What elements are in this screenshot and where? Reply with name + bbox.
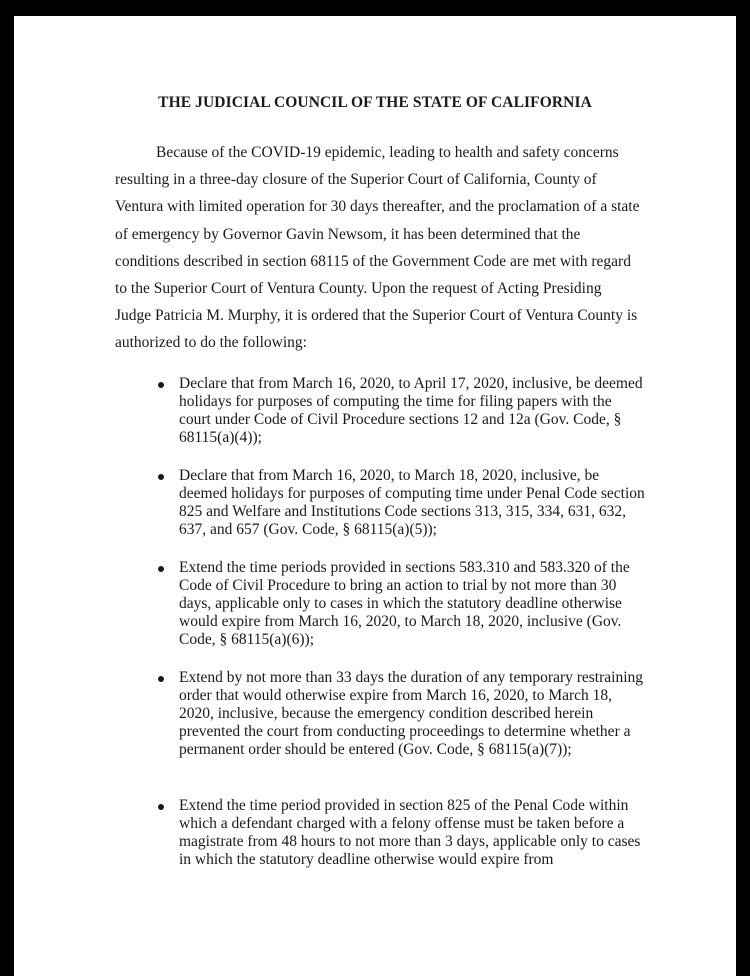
list-item	[157, 467, 645, 539]
bullet-text: Declare that from March 16, 2020, to April 17, 2020, inclusive, be deemed holidays for purposes of computing the time for filing papers with the court under Code of Civil Procedure sections 12 and 12a (Gov. Code, § 68115(a)(4));	[179, 375, 643, 446]
document-title: THE JUDICIAL COUNCIL OF THE STATE OF CALIFORNIA	[158, 94, 592, 111]
bullet-icon	[158, 382, 164, 388]
bullet-text: Declare that from March 16, 2020, to March 18, 2020, inclusive, be deemed holidays for purposes of computing time under Penal Code section 825 and Welfare and Institutions Code sections 313, 315, 334, 631, 632, 637, and 657 (Gov. Code, § 68115(a)(5));	[179, 467, 645, 538]
bullet-text: Extend the time periods provided in sections 583.310 and 583.320 of the Code of Civil Procedure to bring an action to trial by not more than 30 days, applicable only to cases in which the statutory deadline otherwise would expire from March 16, 2020, to March 18, 2020, inclusive (Gov. Code, § 68115(a)(6));	[179, 559, 630, 648]
bullet-icon	[158, 566, 164, 572]
bullet-text: Extend by not more than 33 days the duration of any temporary restraining order that would otherwise expire from March 16, 2020, to March 18, 2020, inclusive, because the emergency condition described herein prevented the court from conducting proceedings to determine whether a permanent order should be entered (Gov. Code, § 68115(a)(7));	[179, 669, 644, 758]
bullet-icon	[158, 474, 164, 480]
bullet-text: Extend the time period provided in section 825 of the Penal Code within which a defendant charged with a felony offense must be taken before a magistrate from 48 hours to not more than 3 days, applicable only to cases in which the statutory deadline otherwise would expire from	[179, 797, 641, 868]
bullet-icon	[158, 804, 164, 810]
bullet-icon	[158, 676, 164, 682]
order-bullet-list	[14, 16, 736, 976]
list-item	[157, 797, 645, 869]
list-item	[157, 375, 645, 447]
intro-paragraph: Because of the COVID-19 epidemic, leading to health and safety concerns resulting in a three-day closure of the Superior Court of California, County of Ventura with limited operation for 30 days thereafter, and the proclamation of a state of emergency by Governor Gavin Newsom, it has been determined that the conditions described in section 68115 of the Government Code are met with regard to the Superior Court of Ventura County. Upon the request of Acting Presiding Judge Patricia M. Murphy, it is ordered that the Superior Court of Ventura County is authorized to do the following:	[115, 144, 640, 352]
list-item	[157, 669, 645, 759]
list-item	[157, 559, 645, 649]
document-page	[14, 16, 736, 976]
